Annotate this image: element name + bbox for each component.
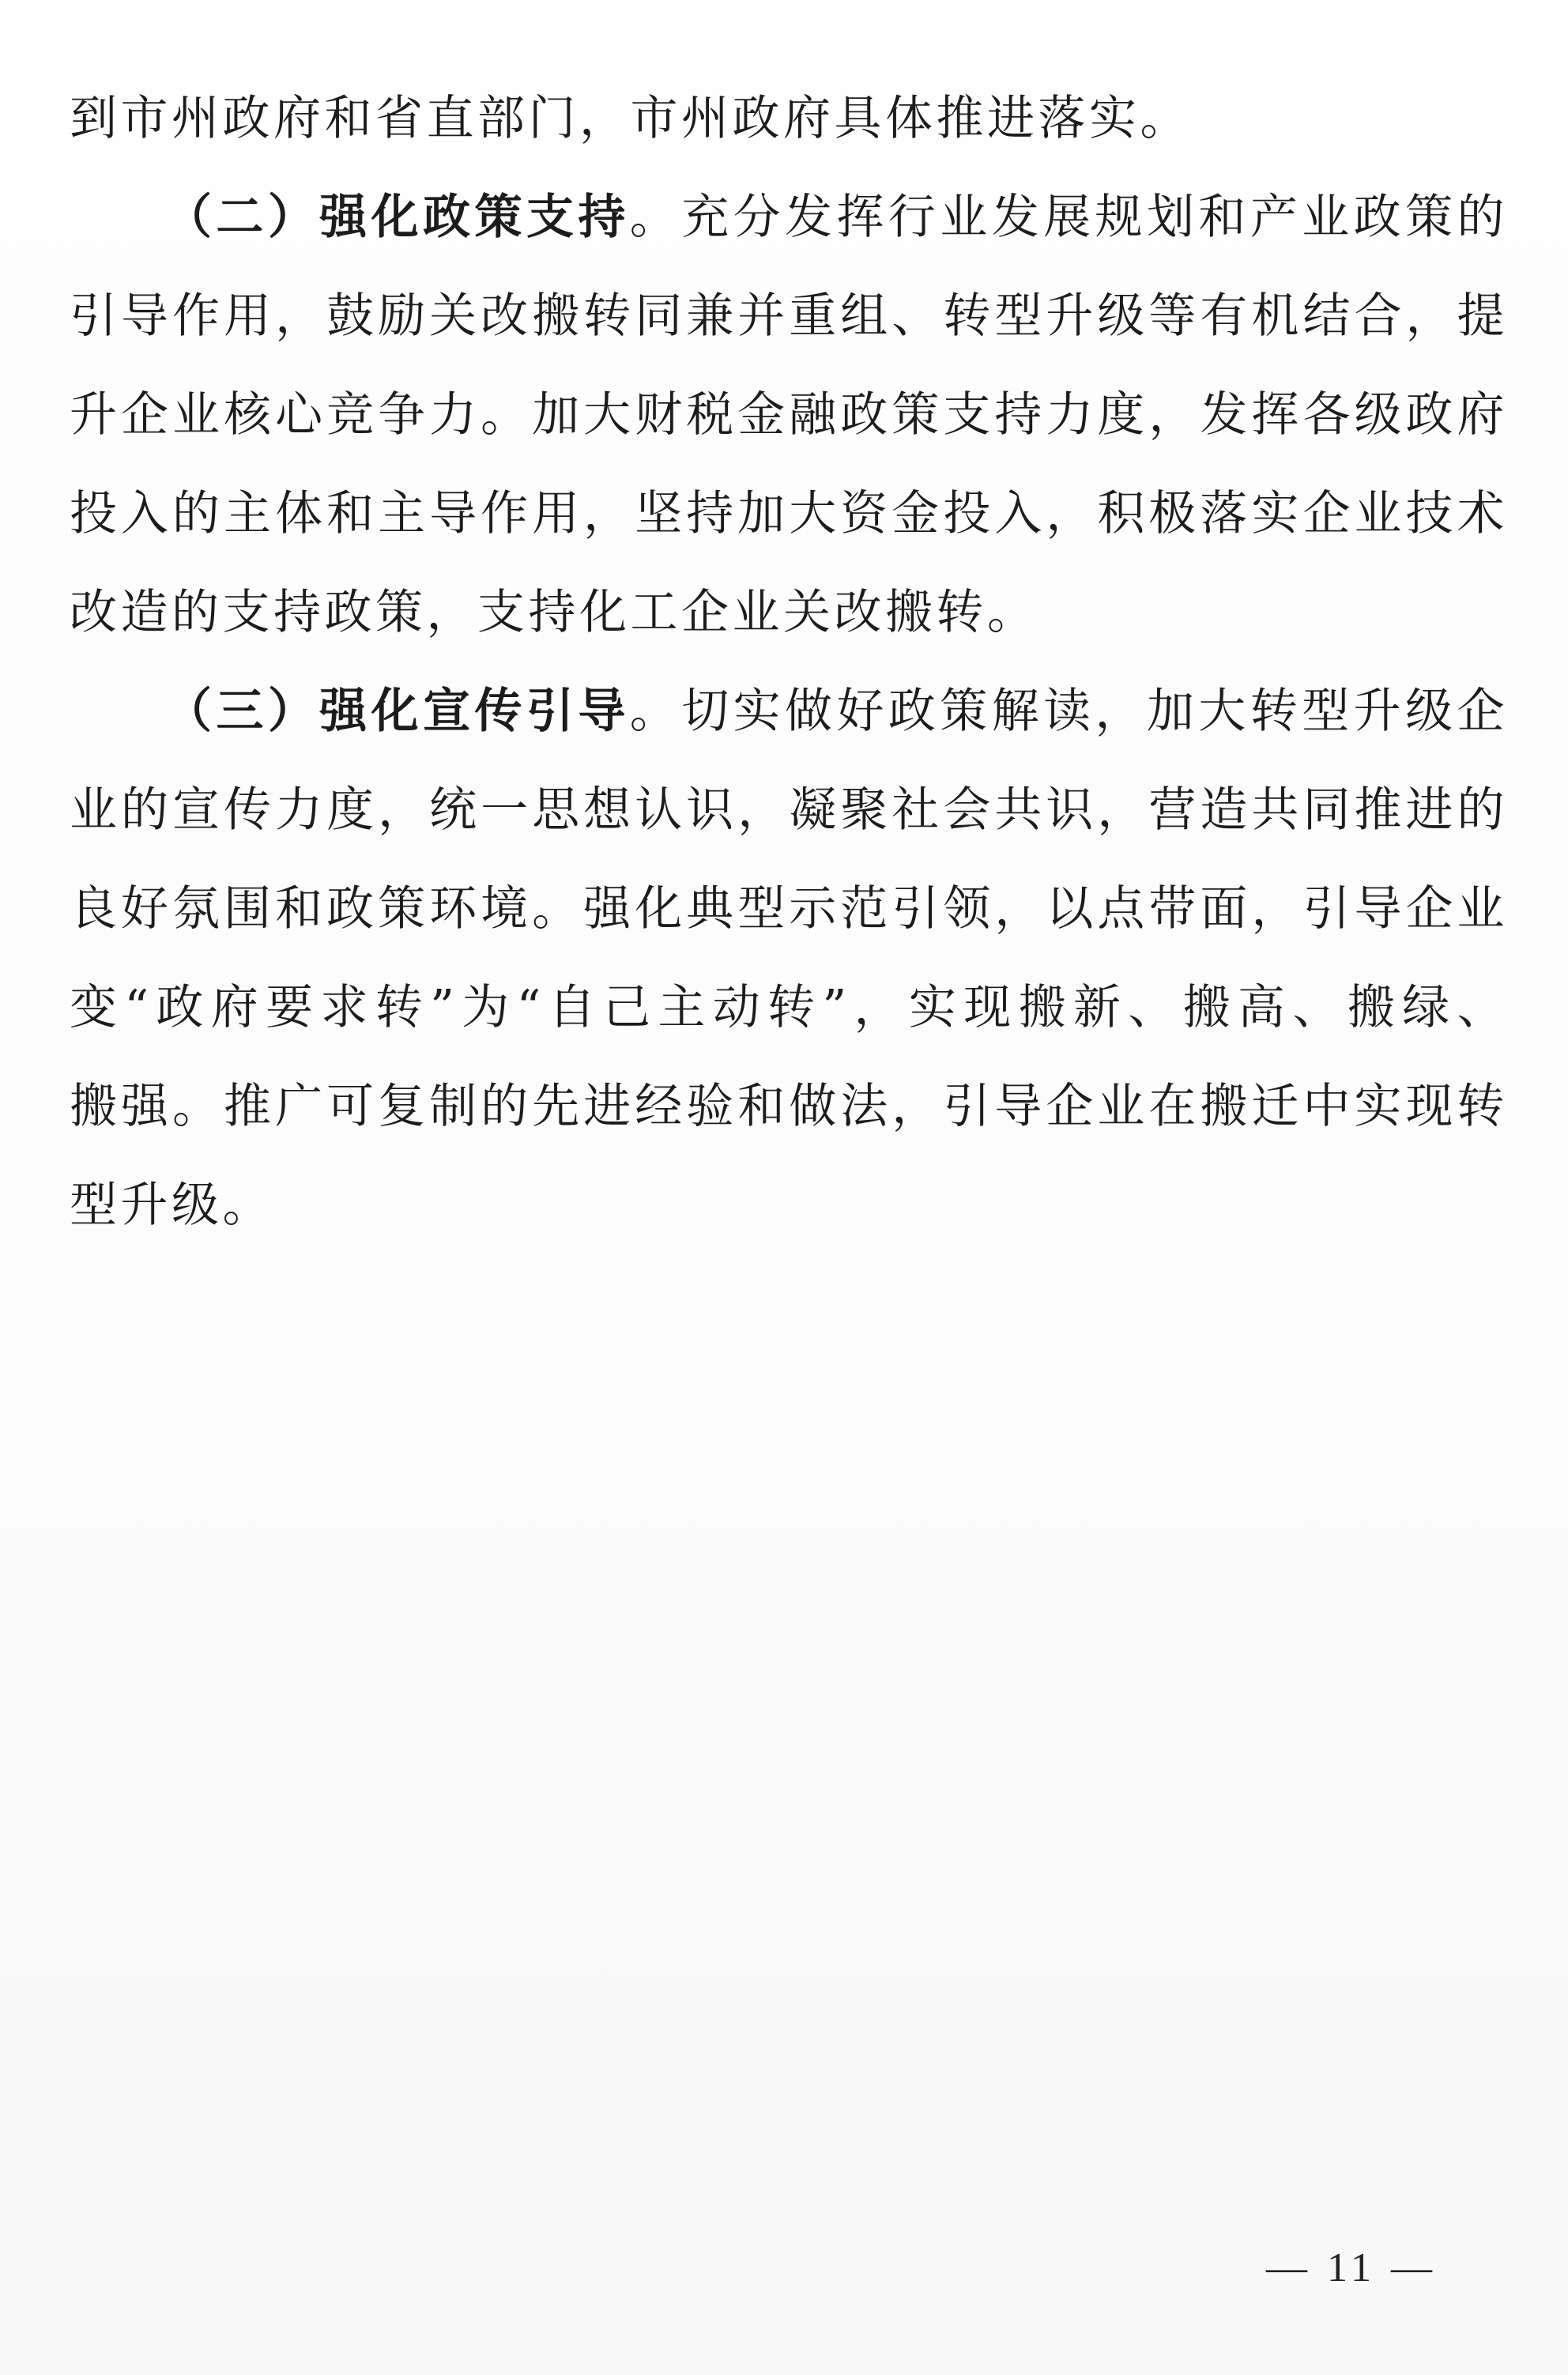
body-text	[70, 70, 1508, 1255]
paragraph-3-line-6: 型升级。	[70, 1178, 273, 1233]
paragraph-2-line-1-text: 。充分发挥行业发展规划和产业政策的	[629, 190, 1509, 245]
paragraph-2-line-1	[70, 168, 1508, 267]
section-heading-3: （三）强化宣传引导	[164, 684, 630, 739]
paragraph-1-line-1: 到市州政府和省直部门，市州政府具体推进落实。	[70, 91, 1191, 146]
paragraph-3-line-1	[70, 662, 1508, 761]
paragraph-3-line-2: 业的宣传力度，统一思想认识，凝聚社会共识，营造共同推进的	[70, 782, 1508, 838]
paragraph-3-line-3: 良好氛围和政策环境。强化典型示范引领，以点带面，引导企业	[70, 881, 1508, 937]
page-number: — 11 —	[1265, 2245, 1438, 2290]
section-heading-2: （二）强化政策支持	[164, 190, 630, 245]
paragraph-2-line-5: 改造的支持政策，支持化工企业关改搬转。	[70, 585, 1038, 640]
paragraph-3-line-5: 搬强。推广可复制的先进经验和做法，引导企业在搬迁中实现转	[70, 1079, 1508, 1134]
paragraph-3-line-1-text: 。切实做好政策解读，加大转型升级企	[629, 684, 1509, 739]
paragraph-2-line-4: 投入的主体和主导作用，坚持加大资金投入，积极落实企业技术	[70, 486, 1508, 541]
paragraph-2-line-3: 升企业核心竞争力。加大财税金融政策支持力度，发挥各级政府	[70, 387, 1508, 443]
paragraph-2-line-2: 引导作用，鼓励关改搬转同兼并重组、转型升级等有机结合，提	[70, 288, 1508, 344]
paragraph-3-line-4: 变“政府要求转”为“自己主动转”，实现搬新、搬高、搬绿、	[70, 980, 1508, 1035]
